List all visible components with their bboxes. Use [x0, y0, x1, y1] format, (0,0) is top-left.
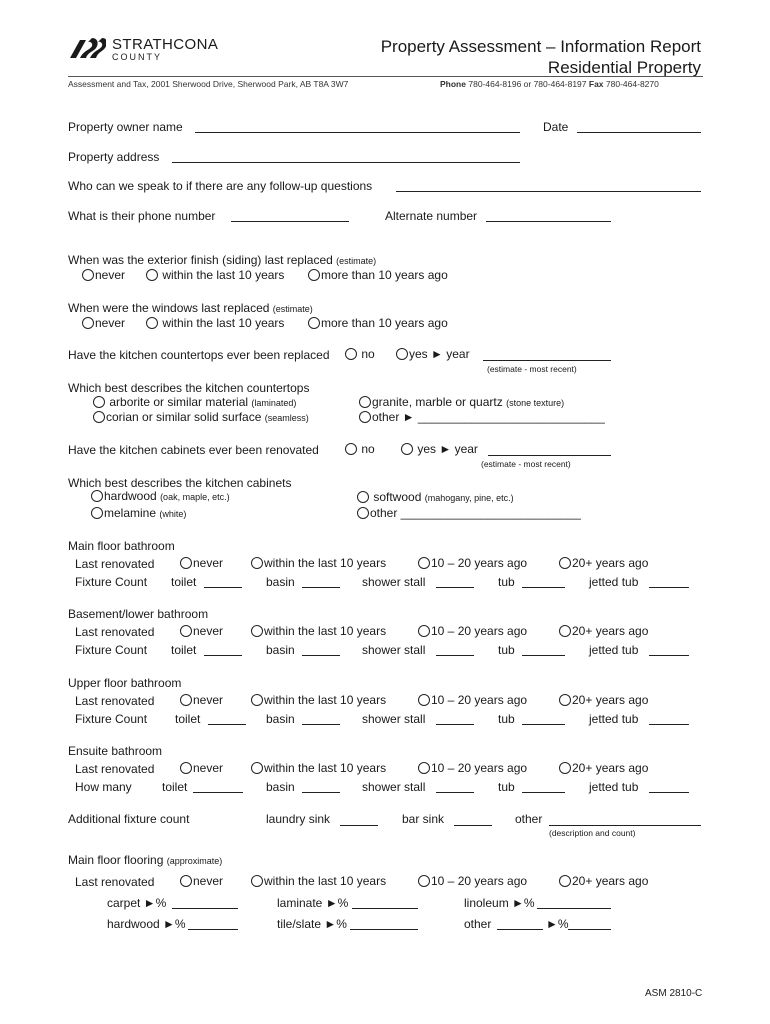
- exterior-within-10-option[interactable]: within the last 10 years: [146, 268, 284, 282]
- exterior-more-10-option[interactable]: more than 10 years ago: [308, 268, 448, 282]
- ensuite-bathroom-within-10-option[interactable]: within the last 10 years: [251, 761, 386, 775]
- countertop-other-option[interactable]: other ► ____________________________: [359, 410, 605, 424]
- main-bathroom-never-option[interactable]: never: [180, 556, 223, 570]
- ensuite-toilet-line: [193, 792, 243, 793]
- ensuite-tub-line: [522, 792, 565, 793]
- upper-tub-line: [522, 724, 565, 725]
- cabinets-yes-option[interactable]: yes ► year: [401, 442, 478, 456]
- radio-icon[interactable]: [251, 875, 263, 887]
- main-bathroom-renovated-label: Last renovated: [75, 557, 155, 571]
- main-bathroom-count-label: Fixture Count: [75, 575, 148, 589]
- radio-icon[interactable]: [251, 557, 263, 569]
- basement-bathroom-count-label: Fixture Count: [75, 643, 148, 657]
- radio-icon[interactable]: [396, 348, 408, 360]
- radio-icon[interactable]: [559, 694, 571, 706]
- radio-icon[interactable]: [146, 317, 158, 329]
- windows-more-10-option[interactable]: more than 10 years ago: [308, 316, 448, 330]
- basement-bathroom-20-plus-option[interactable]: 20+ years ago: [559, 624, 648, 638]
- date-label: Date: [543, 120, 569, 134]
- main-shower-stall-label: shower stall: [362, 575, 426, 589]
- radio-icon[interactable]: [401, 443, 413, 455]
- additional-other-label: other: [515, 812, 543, 826]
- date-input[interactable]: [577, 119, 701, 133]
- contact-numbers: Phone 780-464-8196 or 780-464-8197 Fax 780-464-8270: [440, 79, 659, 89]
- carpet-label: carpet ►%: [107, 896, 167, 910]
- owner-name-input[interactable]: [195, 119, 520, 133]
- basement-jetted-tub-line: [649, 655, 689, 656]
- main-bathroom-20-plus-option[interactable]: 20+ years ago: [559, 556, 648, 570]
- radio-icon[interactable]: [180, 625, 192, 637]
- radio-icon[interactable]: [251, 625, 263, 637]
- address-input[interactable]: [172, 149, 520, 163]
- ensuite-jetted-tub-line: [649, 792, 689, 793]
- radio-icon[interactable]: [308, 269, 320, 281]
- flooring-never-option[interactable]: never: [180, 874, 223, 888]
- radio-icon[interactable]: [251, 694, 263, 706]
- ensuite-toilet-label: toilet: [162, 780, 188, 794]
- upper-bathroom-never-option[interactable]: never: [180, 693, 223, 707]
- ensuite-shower-stall-label: shower stall: [362, 780, 426, 794]
- upper-toilet-label: toilet: [175, 712, 201, 726]
- flooring-10-20-option[interactable]: 10 – 20 years ago: [418, 874, 527, 888]
- upper-toilet-line: [208, 724, 246, 725]
- ensuite-shower-stall-line: [436, 792, 474, 793]
- radio-icon[interactable]: [559, 875, 571, 887]
- upper-bathroom-within-10-option[interactable]: within the last 10 years: [251, 693, 386, 707]
- upper-bathroom-renovated-label: Last renovated: [75, 694, 155, 708]
- contact-label: Who can we speak to if there are any follow-up questions: [68, 179, 373, 193]
- windows-question: When were the windows last replaced (estimate): [68, 301, 313, 315]
- cabinet-other-option[interactable]: other ___________________________: [357, 506, 581, 520]
- additional-fixture-label: Additional fixture count: [68, 812, 190, 826]
- tile-line: [350, 929, 418, 930]
- exterior-never-option[interactable]: never: [82, 268, 125, 282]
- phone-label: What is their phone number: [68, 209, 216, 223]
- form-number: ASM 2810-C: [645, 988, 703, 999]
- alternate-number-label: Alternate number: [385, 209, 478, 223]
- radio-icon[interactable]: [345, 348, 357, 360]
- radio-icon[interactable]: [359, 396, 371, 408]
- upper-jetted-tub-line: [649, 724, 689, 725]
- basement-tub-label: tub: [498, 643, 515, 657]
- main-shower-stall-line: [436, 587, 474, 588]
- basement-shower-stall-line: [436, 655, 474, 656]
- radio-icon[interactable]: [180, 875, 192, 887]
- countertops-yes-option[interactable]: yes ► year: [396, 347, 470, 361]
- ensuite-basin-line: [302, 792, 340, 793]
- cabinet-hardwood-option[interactable]: hardwood (oak, maple, etc.): [91, 489, 230, 504]
- laundry-sink-input[interactable]: [340, 812, 378, 826]
- radio-icon[interactable]: [91, 490, 103, 502]
- basement-jetted-tub-label: jetted tub: [589, 643, 639, 657]
- radio-icon[interactable]: [559, 762, 571, 774]
- main-jetted-tub-line: [649, 587, 689, 588]
- basement-bathroom-10-20-option[interactable]: 10 – 20 years ago: [418, 624, 527, 638]
- alternate-number-input[interactable]: [486, 208, 611, 222]
- radio-icon[interactable]: [357, 507, 369, 519]
- main-jetted-tub-label: jetted tub: [589, 575, 639, 589]
- main-tub-label: tub: [498, 575, 515, 589]
- ensuite-tub-label: tub: [498, 780, 515, 794]
- flooring-last-renovated-label: Last renovated: [75, 875, 155, 889]
- org-sub: COUNTY: [112, 52, 162, 62]
- upper-bathroom-10-20-option[interactable]: 10 – 20 years ago: [418, 693, 527, 707]
- radio-icon[interactable]: [418, 875, 430, 887]
- radio-icon[interactable]: [251, 762, 263, 774]
- basement-bathroom-within-10-option[interactable]: within the last 10 years: [251, 624, 386, 638]
- countertops-year-note: (estimate - most recent): [487, 364, 577, 374]
- flooring-other-arrow: ►%: [546, 917, 569, 931]
- main-bathroom-10-20-option[interactable]: 10 – 20 years ago: [418, 556, 527, 570]
- upper-bathroom-20-plus-option[interactable]: 20+ years ago: [559, 693, 648, 707]
- radio-icon[interactable]: [82, 317, 94, 329]
- main-bathroom-title: Main floor bathroom: [68, 539, 175, 553]
- carpet-line: [172, 908, 238, 909]
- additional-other-note: (description and count): [549, 828, 636, 838]
- basement-bathroom-renovated-label: Last renovated: [75, 625, 155, 639]
- ensuite-bathroom-count-label: How many: [75, 780, 132, 794]
- flooring-other-label: other: [464, 917, 492, 931]
- ensuite-bathroom-title: Ensuite bathroom: [68, 744, 163, 758]
- main-toilet-line: [204, 587, 242, 588]
- flooring-other-desc-line: [497, 929, 543, 930]
- radio-icon[interactable]: [180, 557, 192, 569]
- radio-icon[interactable]: [93, 396, 105, 408]
- org-name: STRATHCONA: [112, 36, 219, 53]
- bar-sink-input[interactable]: [454, 812, 492, 826]
- radio-icon[interactable]: [357, 491, 369, 503]
- upper-tub-label: tub: [498, 712, 515, 726]
- upper-basin-line: [302, 724, 340, 725]
- laundry-sink-label: laundry sink: [266, 812, 331, 826]
- ensuite-jetted-tub-label: jetted tub: [589, 780, 639, 794]
- basement-toilet-label: toilet: [171, 643, 197, 657]
- office-address: Assessment and Tax, 2001 Sherwood Drive, Sherwood Park, AB T8A 3W7: [68, 79, 349, 89]
- page-title: Property Assessment – Information Report: [380, 37, 701, 56]
- cabinets-no-option[interactable]: no: [345, 442, 375, 456]
- radio-icon[interactable]: [82, 269, 94, 281]
- main-basin-label: basin: [266, 575, 295, 589]
- windows-within-10-option[interactable]: within the last 10 years: [146, 316, 284, 330]
- radio-icon[interactable]: [418, 762, 430, 774]
- main-tub-line: [522, 587, 565, 588]
- radio-icon[interactable]: [418, 694, 430, 706]
- ensuite-bathroom-renovated-label: Last renovated: [75, 762, 155, 776]
- ensuite-basin-label: basin: [266, 780, 295, 794]
- additional-other-input[interactable]: [549, 812, 701, 826]
- radio-icon[interactable]: [345, 443, 357, 455]
- basement-toilet-line: [204, 655, 242, 656]
- countertops-no-option[interactable]: no: [345, 347, 375, 361]
- basement-basin-label: basin: [266, 643, 295, 657]
- upper-basin-label: basin: [266, 712, 295, 726]
- linoleum-line: [537, 908, 611, 909]
- header-rule: [68, 76, 703, 77]
- page-subtitle: Residential Property: [547, 58, 701, 77]
- linoleum-label: linoleum ►%: [464, 896, 535, 910]
- upper-bathroom-title: Upper floor bathroom: [68, 676, 182, 690]
- basement-shower-stall-label: shower stall: [362, 643, 426, 657]
- upper-jetted-tub-label: jetted tub: [589, 712, 639, 726]
- basement-tub-line: [522, 655, 565, 656]
- radio-icon[interactable]: [418, 625, 430, 637]
- radio-icon[interactable]: [359, 411, 371, 423]
- exterior-question: When was the exterior finish (siding) last replaced (estimate): [68, 253, 377, 267]
- cabinets-type-question: Which best describes the kitchen cabinets: [68, 476, 292, 490]
- flooring-other-line: [568, 929, 611, 930]
- flooring-20-plus-option[interactable]: 20+ years ago: [559, 874, 648, 888]
- cabinets-renovated-question: Have the kitchen cabinets ever been renovated: [68, 443, 319, 457]
- countertops-year-input[interactable]: [483, 347, 611, 361]
- ensuite-bathroom-20-plus-option[interactable]: 20+ years ago: [559, 761, 648, 775]
- flooring-title: Main floor flooring (approximate): [68, 853, 223, 867]
- strathcona-logo-icon: [68, 36, 106, 62]
- upper-bathroom-count-label: Fixture Count: [75, 712, 148, 726]
- radio-icon[interactable]: [180, 694, 192, 706]
- cabinet-softwood-option[interactable]: softwood (mahogany, pine, etc.): [357, 490, 514, 505]
- contact-input[interactable]: [396, 178, 701, 192]
- main-toilet-label: toilet: [171, 575, 197, 589]
- radio-icon[interactable]: [91, 507, 103, 519]
- cabinets-year-note: (estimate - most recent): [481, 459, 571, 469]
- basement-bathroom-never-option[interactable]: never: [180, 624, 223, 638]
- countertops-type-question: Which best describes the kitchen countertops: [68, 381, 310, 395]
- tile-label: tile/slate ►%: [277, 917, 347, 931]
- address-label: Property address: [68, 150, 160, 164]
- countertop-granite-option[interactable]: granite, marble or quartz (stone texture): [359, 395, 564, 410]
- upper-shower-stall-label: shower stall: [362, 712, 426, 726]
- basement-basin-line: [302, 655, 340, 656]
- radio-icon[interactable]: [418, 557, 430, 569]
- countertop-corian-option[interactable]: corian or similar solid surface (seamless): [93, 410, 309, 425]
- radio-icon[interactable]: [308, 317, 320, 329]
- phone-input[interactable]: [231, 208, 349, 222]
- hardwood-line: [188, 929, 238, 930]
- upper-shower-stall-line: [436, 724, 474, 725]
- main-bathroom-within-10-option[interactable]: within the last 10 years: [251, 556, 386, 570]
- ensuite-bathroom-10-20-option[interactable]: 10 – 20 years ago: [418, 761, 527, 775]
- radio-icon[interactable]: [180, 762, 192, 774]
- cabinet-melamine-option[interactable]: melamine (white): [91, 506, 186, 521]
- radio-icon[interactable]: [559, 557, 571, 569]
- radio-icon[interactable]: [559, 625, 571, 637]
- flooring-within-10-option[interactable]: within the last 10 years: [251, 874, 386, 888]
- hardwood-label: hardwood ►%: [107, 917, 186, 931]
- countertop-arborite-option[interactable]: arborite or similar material (laminated): [93, 395, 296, 410]
- laminate-label: laminate ►%: [277, 896, 349, 910]
- countertops-replaced-question: Have the kitchen countertops ever been replaced: [68, 348, 330, 362]
- laminate-line: [352, 908, 418, 909]
- owner-name-label: Property owner name: [68, 120, 183, 134]
- basement-bathroom-title: Basement/lower bathroom: [68, 607, 209, 621]
- bar-sink-label: bar sink: [402, 812, 445, 826]
- main-basin-line: [302, 587, 340, 588]
- ensuite-bathroom-never-option[interactable]: never: [180, 761, 223, 775]
- radio-icon[interactable]: [93, 411, 105, 423]
- radio-icon[interactable]: [146, 269, 158, 281]
- cabinets-year-input[interactable]: [488, 442, 611, 456]
- windows-never-option[interactable]: never: [82, 316, 125, 330]
